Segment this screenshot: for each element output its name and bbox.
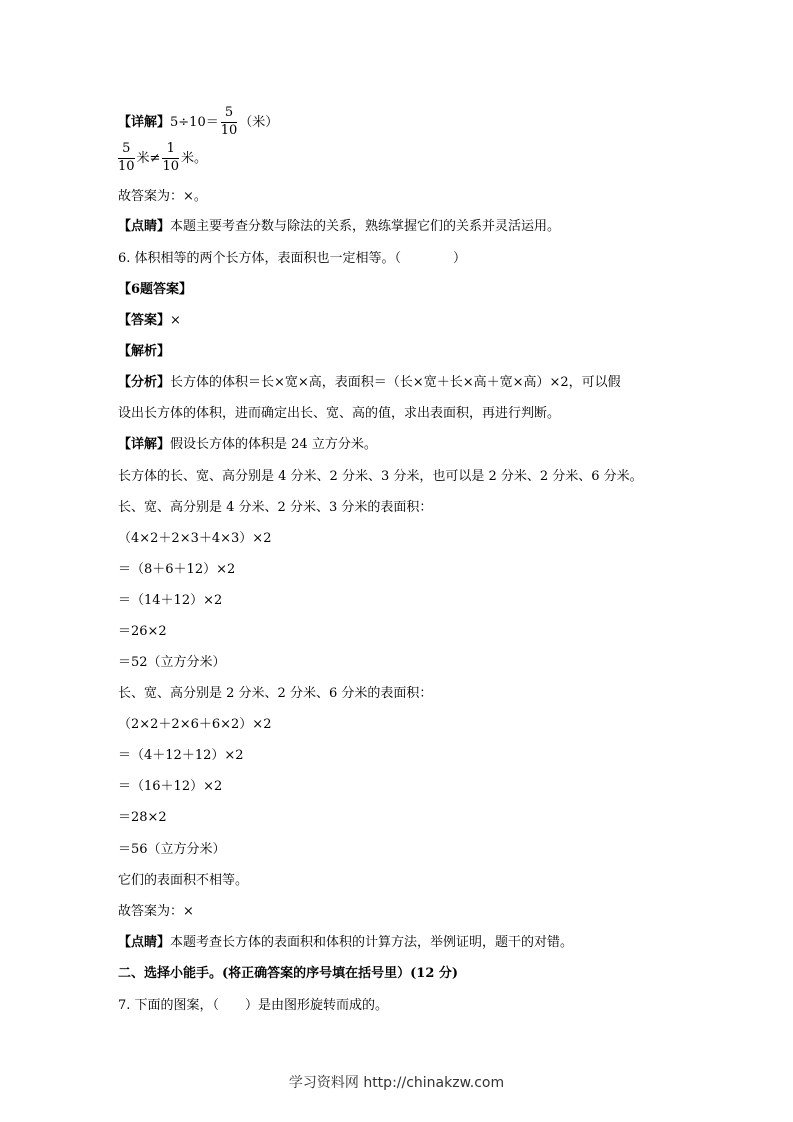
comparison-end: 米。 [181, 150, 208, 166]
comment-line [118, 936, 573, 949]
detail-tag: 【详解】 [118, 114, 171, 130]
calc-step: ＝（16＋12）×2 [118, 779, 223, 794]
footer-watermark: 学习资料网 http://chinakzw.com [288, 1075, 505, 1091]
unit-text: （米） [239, 114, 279, 130]
analysis-line [118, 376, 621, 389]
fraction-denominator: 10 [118, 158, 135, 174]
calc-step: （2×2＋2×6＋6×2）×2 [118, 717, 272, 732]
answer-line: 故答案为：×。 [118, 189, 207, 204]
question-7: 7. 下面的图案，（ ）是由图形旋转而成的。 [118, 998, 389, 1013]
answer-line: 故答案为：× [118, 904, 194, 919]
answer-text: × [170, 313, 181, 328]
analysis-heading: 【解析】 [118, 344, 171, 359]
detail-line-1 [118, 106, 278, 139]
conclusion-line: 它们的表面积不相等。 [118, 873, 249, 888]
detail-text: 假设长方体的体积是 24 立方分米。 [170, 437, 377, 452]
calc-step: ＝（8＋6＋12）×2 [118, 562, 236, 577]
fraction-numerator: 5 [221, 106, 238, 123]
calc-step: ＝（4＋12＋12）×2 [118, 748, 244, 763]
calc-step: （4×2＋2×3＋4×3）×2 [118, 531, 272, 546]
comment-line [118, 220, 560, 233]
analysis-tag: 【分析】 [118, 375, 171, 390]
fraction [221, 106, 238, 139]
calc-step: ＝28×2 [118, 810, 167, 825]
not-equal-text: 米≠ [136, 150, 161, 166]
calc-result: ＝56（立方分米） [118, 842, 226, 857]
comment-text: 本题考查长方体的表面积和体积的计算方法，举例证明，题干的对错。 [170, 935, 574, 950]
calc-step: ＝26×2 [118, 624, 167, 639]
comment-tag: 【点睛】 [118, 219, 171, 234]
surface-area-heading-1: 长、宽、高分别是 4 分米、2 分米、3 分米的表面积： [118, 500, 433, 515]
fraction-denominator: 10 [220, 122, 238, 138]
question-6-answer-heading: 【6题答案】 [118, 282, 193, 297]
comment-tag: 【点睛】 [118, 935, 171, 950]
surface-area-heading-2: 长、宽、高分别是 2 分米、2 分米、6 分米的表面积： [118, 686, 433, 701]
dimensions-line: 长方体的长、宽、高分别是 4 分米、2 分米、3 分米，也可以是 2 分米、2 分米、6 分米。 [118, 469, 643, 484]
question-6: 6. 体积相等的两个长方体，表面积也一定相等。（ ） [118, 251, 467, 266]
fraction-numerator: 5 [118, 142, 135, 159]
detail-line [118, 438, 377, 451]
calc-result: ＝52（立方分米） [118, 655, 226, 670]
answer-line [118, 314, 181, 327]
calc-step: ＝（14＋12）×2 [118, 593, 223, 608]
analysis-line-2: 设出长方体的体积，进而确定出长、宽、高的值，求出表面积，再进行判断。 [118, 406, 561, 421]
detail-tag: 【详解】 [118, 437, 171, 452]
fraction [162, 142, 179, 175]
section-heading: 二、选择小能手。(将正确答案的序号填在括号里）(12 分) [118, 966, 459, 981]
analysis-text: 长方体的体积＝长×宽×高，表面积＝（长×宽＋长×高＋宽×高）×2，可以假 [170, 375, 621, 390]
comment-text: 本题主要考查分数与除法的关系，熟练掌握它们的关系并灵活运用。 [170, 219, 561, 234]
answer-tag: 【答案】 [118, 313, 171, 328]
comparison-line [118, 142, 207, 175]
division-expression: 5÷10＝ [170, 114, 219, 130]
fraction-numerator: 1 [162, 142, 179, 159]
fraction-denominator: 10 [162, 158, 179, 174]
fraction [118, 142, 135, 175]
